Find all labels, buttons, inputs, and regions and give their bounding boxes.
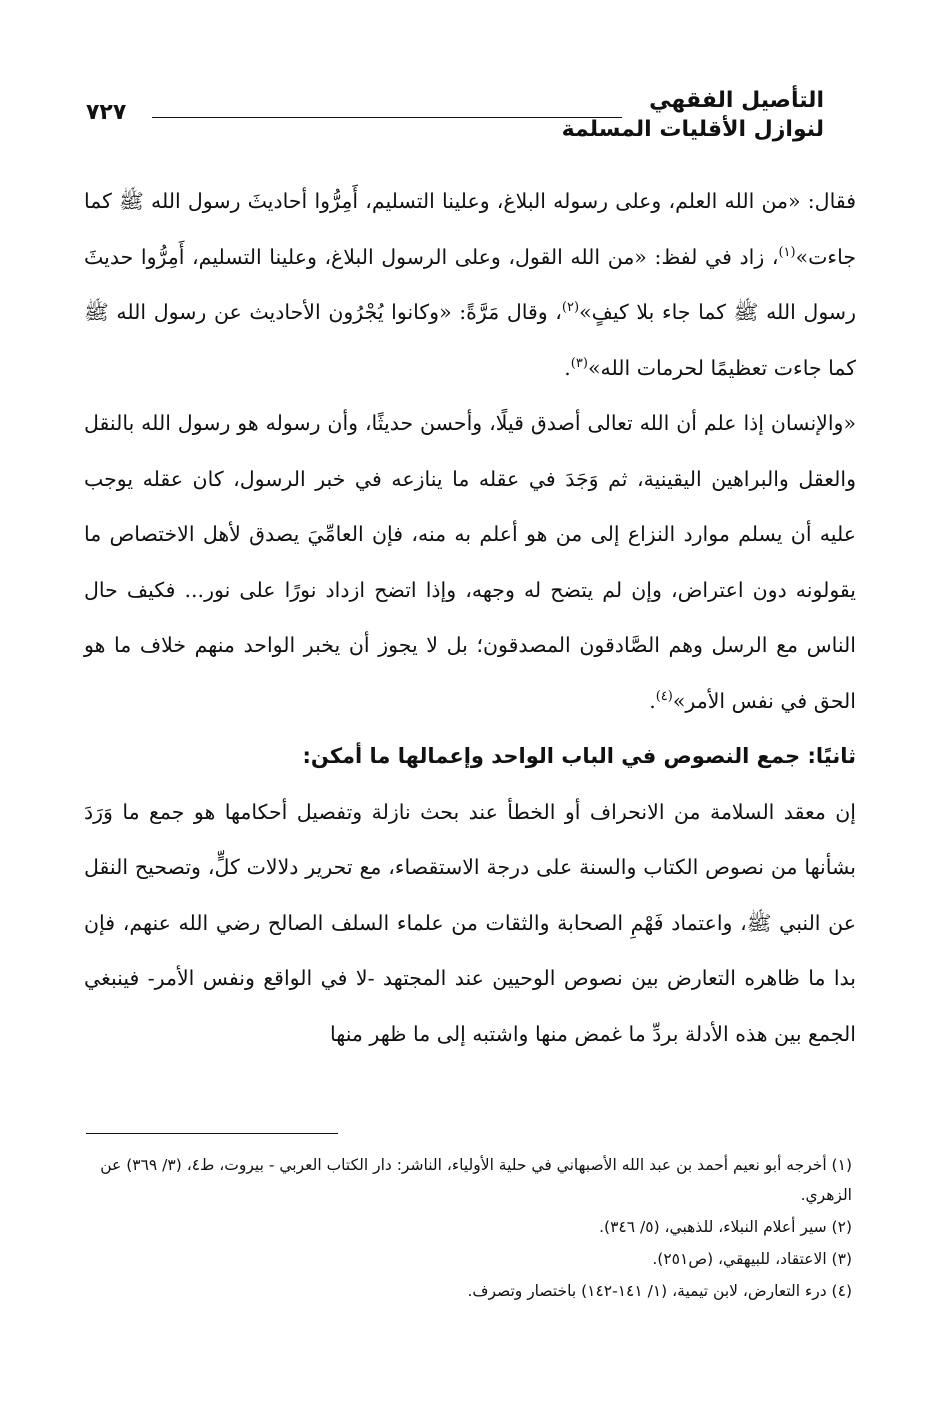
footnote-1: (١) أخرجه أبو نعيم أحمد بن عبد الله الأصبهاني في حلية الأولياء، الناشر: دار الكتاب العربي - بيروت، ط٤، (٣/ ٣٦٩) عن الزهري.: [100, 1156, 852, 1204]
paragraph-2-text-b: .: [649, 688, 656, 713]
section-heading: ثانيًا: جمع النصوص في الباب الواحد وإعمالها ما أمكن:: [302, 744, 856, 768]
paragraph-2: [84, 396, 856, 729]
header-rule: [152, 117, 622, 118]
body-text: [84, 174, 856, 1062]
paragraph-2-text-a: «والإنسان إذا علم أن الله تعالى أصدق قيلًا، وأحسن حديثًا، وأن رسوله هو رسول الله بالنقل والعقل والبراهين اليقينية، ثم وَجَدَ في عقله ما ينازعه في خبر الرسول، كان عقله يوجب عليه أن يسلم موارد النزاع إلى من هو أعلم به منه، فإن العامِّيَ يصدق لأهل الاختصاص ما يقولونه دون اعتراض، وإن لم يتضح له وجهه، وإذا اتضح ازداد نورًا على نور... فكيف حال الناس مع الرسل وهم الصَّادقون المصدقون؛ بل لا يجوز أن يخبر الواحد منهم خلاف ما هو الحق في نفس الأمر»: [84, 411, 856, 713]
footnotes: [82, 1150, 852, 1308]
running-title-line-2: لنوازل الأقليات المسلمة: [561, 117, 824, 142]
footnote-2: (٢) سير أعلام النبلاء، للذهبي، (٥/ ٣٤٦).: [599, 1218, 852, 1236]
footnote-ref-3: (٣): [570, 355, 588, 371]
running-title-line-1: التأصيل الفقهي: [649, 88, 824, 113]
footnote-ref-2: (٢): [561, 300, 580, 316]
footnote-3: (٣) الاعتقاد، للبيهقي، (ص٢٥١).: [652, 1250, 852, 1268]
footnote-ref-1: (١): [778, 244, 796, 260]
footnote-rule: [86, 1133, 338, 1134]
footnote-ref-4: (٤): [655, 688, 673, 704]
paragraph-3: إن معقد السلامة من الانحراف أو الخطأ عند بحث نازلة وتفصيل أحكامها هو جمع ما وَرَدَ بشأنها من نصوص الكتاب والسنة على درجة الاستقصاء، مع تحرير دلالات كلٍّ، وتصحيح النقل عن النبي ﷺ، واعتماد فَهْمِ الصحابة والثقات من علماء السلف الصالح رضي الله عنهم، فإن بدا ما ظاهره التعارض بين نصوص الوحيين عند المجتهد -لا في الواقع ونفس الأمر- فينبغي الجمع بين هذه الأدلة بردِّ ما غمض منها واشتبه إلى ما ظهر منها: [84, 799, 856, 1046]
paragraph-1-text-b: ، زاد في لفظ: «من الله القول، وعلى الرسول البلاغ، وعلينا التسليم، أَمِرُّوا حديثَ رسول الله ﷺ كما جاء بلا كيفٍ»: [84, 244, 856, 324]
running-title: [562, 86, 824, 144]
paragraph-1-text-a: فقال: «من الله العلم، وعلى رسوله البلاغ، وعلينا التسليم، أَمِرُّوا أحاديثَ رسول الله ﷺ كما جاءت»: [84, 189, 856, 269]
paragraph-1: [84, 174, 856, 396]
page-number: ٧٢٧: [86, 100, 127, 125]
paragraph-1-text-c: ، وقال مَرَّةً: «وكانوا يُجْرُون الأحاديث عن رسول الله ﷺ كما جاءت تعظيمًا لحرمات الله»: [84, 300, 856, 380]
footnote-4: (٤) درء التعارض، لابن تيمية، (١/ ١٤١-١٤٢) باختصار وتصرف.: [467, 1282, 852, 1300]
paragraph-1-text-d: .: [564, 355, 571, 380]
